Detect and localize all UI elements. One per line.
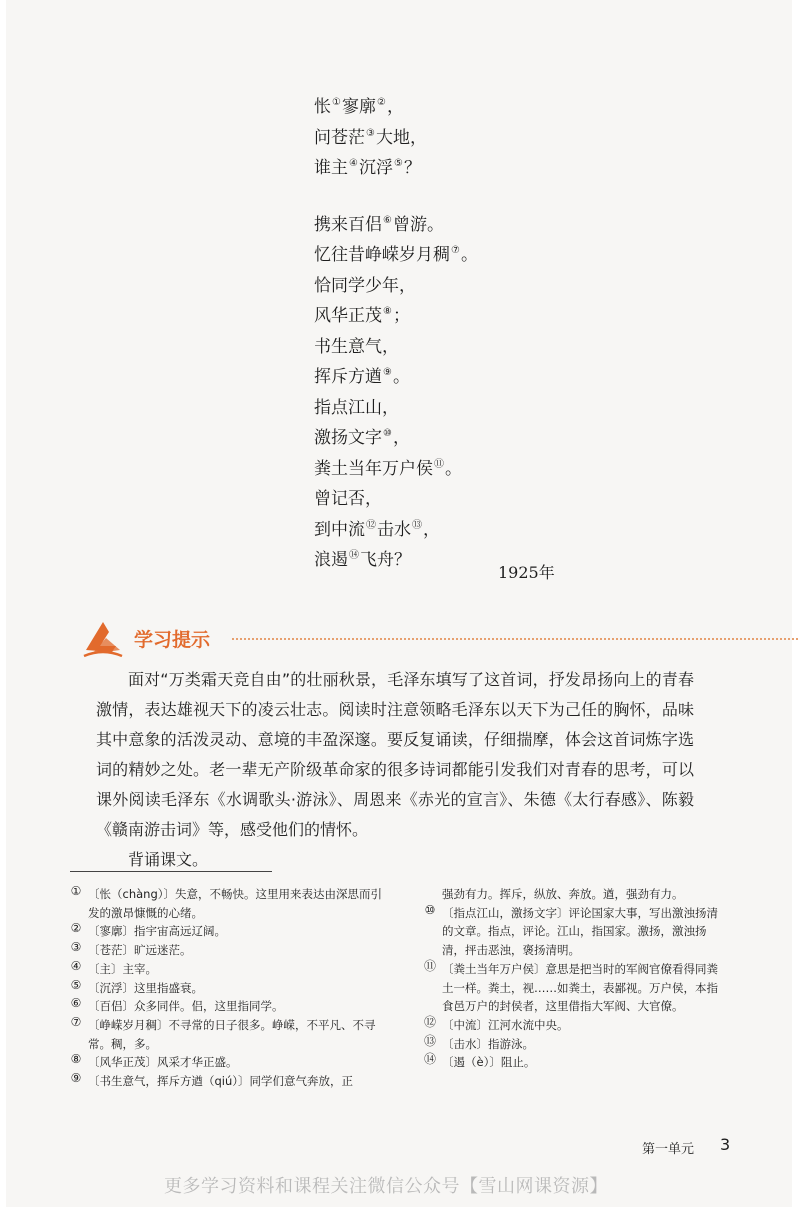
- footnote-number: ⑬: [424, 1033, 437, 1048]
- footnote-number: ⑥: [70, 996, 82, 1011]
- poem-line: 指点江山，: [314, 397, 399, 418]
- study-tips-header: [82, 618, 772, 658]
- footnote-item: ⑧ 〔风华正茂〕风采才华正盛。: [70, 1052, 238, 1070]
- poem-line: 挥斥方遒⑨。: [314, 367, 410, 387]
- poem-line: 书生意气，: [314, 336, 399, 357]
- poem-line: 怅①寥廓②，: [314, 97, 404, 117]
- footnote-marker: ③: [366, 127, 375, 139]
- footnote-number: ③: [70, 940, 82, 955]
- footnote-marker: ⑩: [383, 428, 392, 440]
- poem-line: 曾记否，: [314, 489, 382, 509]
- textbook-page: [6, 0, 792, 1207]
- footnote-number: ⑭: [424, 1052, 437, 1067]
- footnote-marker: ⑭: [349, 550, 359, 562]
- footnote-marker: ⑨: [383, 367, 392, 379]
- footnote-item: ⑬ 〔击水〕指游泳。: [424, 1033, 534, 1051]
- footnote-item: ⑥ 〔百侣〕众多同伴。侣，这里指同学。: [70, 996, 284, 1014]
- footnote-number: ④: [70, 958, 82, 973]
- footnote-number: ②: [70, 921, 82, 936]
- footnote-number: ①: [70, 884, 82, 898]
- page-number: 3: [720, 1135, 731, 1154]
- footnote-marker: ⑬: [412, 519, 422, 531]
- footnote-marker: ⑪: [434, 458, 444, 470]
- poem-line: 浪遏⑭飞舟？: [314, 550, 411, 570]
- poem-line: 激扬文字⑩，: [314, 428, 410, 448]
- footnote-item: ⑫ 〔中流〕江河水流中央。: [424, 1014, 569, 1032]
- poem-line: 恰同学少年，: [314, 275, 416, 296]
- footnote-number: ⑦: [70, 1014, 82, 1029]
- poem-year: 1925年: [498, 563, 555, 582]
- footnote-item: ⑦ 〔峥嵘岁月稠〕不寻常的日子很多。峥嵘，不平凡、不寻常。稠，多。: [70, 1014, 376, 1051]
- poem-line: 风华正茂⑧；: [314, 306, 410, 326]
- footnotes-left-column: [70, 885, 382, 1091]
- dotted-divider: [232, 638, 800, 640]
- study-tips-body: [96, 665, 694, 875]
- footnote-marker: ①: [332, 97, 341, 109]
- footnote-continuation: 强劲有力。挥斥，纵放、奔放。遒，强劲有力。: [442, 887, 684, 901]
- footnote-item: ⑩ 〔指点江山，激扬文字〕评论国家大事，写出激浊扬清的文章。指点，评论。江山，指国家。激扬，激浊扬清，抨击恶浊，褒扬清明。: [424, 902, 718, 958]
- footnote-number: ⑫: [424, 1014, 437, 1029]
- footnote-item: ⑭ 〔遏（è）〕阻止。: [424, 1052, 536, 1070]
- watermark-text: 更多学习资料和课程关注微信公众号【雪山网课资源】: [164, 1176, 608, 1197]
- footnote-marker: ④: [349, 158, 358, 170]
- footnote-marker: ⑫: [366, 519, 376, 531]
- footnote-number: ⑪: [424, 958, 437, 973]
- poem-line: 忆往昔峥嵘岁月稠⑦。: [314, 245, 478, 265]
- poem-stanza-2: [314, 210, 614, 576]
- footnote-marker: ⑧: [383, 306, 392, 318]
- footnote-marker: ⑤: [393, 158, 403, 170]
- study-tips-title: 学习提示: [134, 629, 211, 651]
- footnote-marker: ⑦: [451, 245, 460, 257]
- footnote-number: ⑩: [424, 902, 436, 917]
- poem-line: 到中流⑫击水⑬，: [314, 519, 440, 540]
- poem-line: 问苍茫③大地，: [314, 127, 427, 148]
- footnote-item: ⑪ 〔粪土当年万户侯〕意思是把当时的军阀官僚看得同粪土一样。粪土，视……如粪土，表鄙视。万户侯，本指食邑万户的封侯者，这里借指大军阀、大官僚。: [424, 958, 718, 1014]
- footnote-divider: [70, 871, 272, 872]
- study-tips-paragraph: 背诵课文。: [128, 850, 209, 869]
- poem-line: 粪土当年万户侯⑪。: [314, 458, 462, 479]
- footnote-marker: ②: [376, 97, 386, 109]
- study-tips-logo-icon: [82, 618, 124, 658]
- footnote-number: ⑧: [70, 1052, 82, 1067]
- footnotes-right-column: [424, 885, 724, 1072]
- footnote-item: ⑨ 〔书生意气，挥斥方遒（qiú）〕同学们意气奔放，正: [70, 1071, 354, 1089]
- poem-line: 携来百侣⑥曾游。: [314, 214, 444, 235]
- footnote-number: ⑨: [70, 1071, 82, 1086]
- poem-stanza-1: [314, 92, 614, 184]
- footnote-item: ② 〔寥廓〕指宇宙高远辽阔。: [70, 921, 226, 939]
- study-tips-paragraph: 面对“万类霜天竞自由”的壮丽秋景，毛泽东填写了这首词，抒发昂扬向上的青春激情，表达雄视天下的凌云壮志。阅读时注意领略毛泽东以天下为己任的胸怀，品味其中意象的活泼灵动、意境的丰盈深邃。要反复诵读，仔细揣摩，体会这首词炼字选词的精妙之处。老一辈无产阶级革命家的很多诗词都能引发我们对青春的思考，可以课外阅读毛泽东《水调歌头·游泳》、周恩来《赤光的宣言》、朱德《太行春感》、陈毅《赣南游击词》等，感受他们的情怀。: [96, 670, 694, 839]
- poem: [314, 92, 614, 602]
- footnote-item: ③ 〔苍茫〕旷远迷茫。: [70, 940, 192, 958]
- footnote-item: ① 〔怅（chàng）〕失意，不畅快。这里用来表达由深思而引发的激昂慷慨的心绪。: [70, 884, 382, 920]
- footnote-item: ④ 〔主〕主宰。: [70, 958, 157, 976]
- poem-line: 谁主④沉浮⑤？: [314, 158, 421, 178]
- footnote-number: ⑤: [70, 977, 82, 992]
- footnote-marker: ⑥: [383, 214, 392, 226]
- footer-unit-label: 第一单元: [642, 1142, 695, 1157]
- footnote-item: ⑤ 〔沉浮〕这里指盛衰。: [70, 977, 203, 995]
